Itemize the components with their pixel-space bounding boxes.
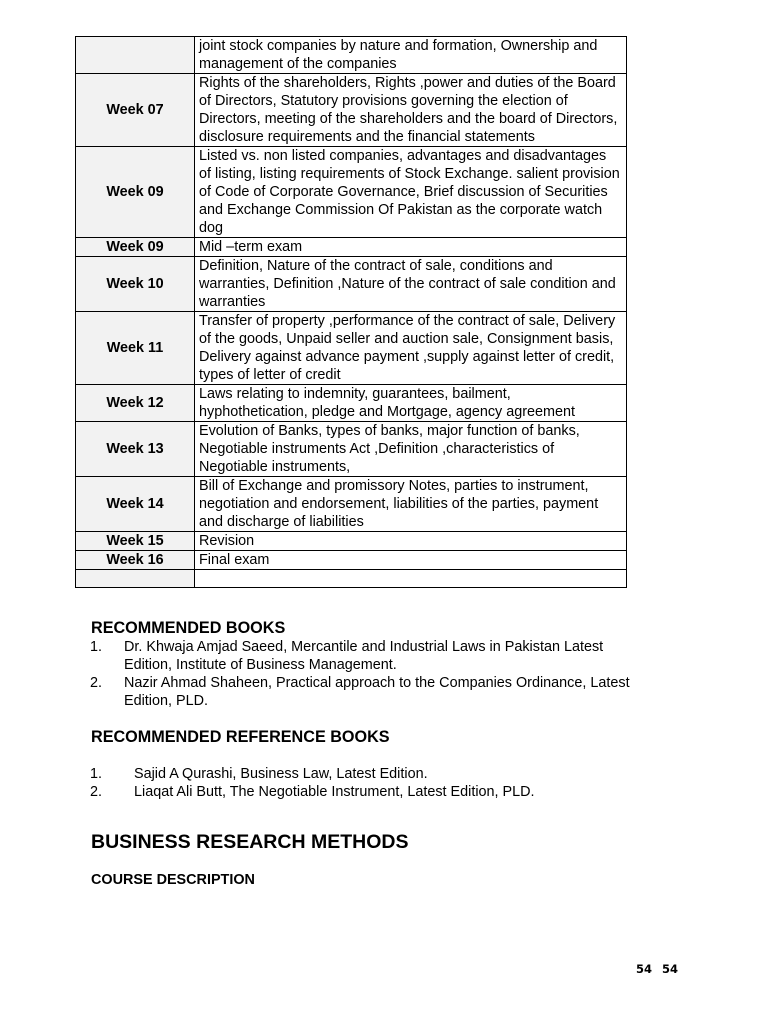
topic-cell: Final exam xyxy=(195,551,627,570)
schedule-row xyxy=(76,74,627,147)
list-number: 2. xyxy=(90,675,103,691)
week-cell: Week 11 xyxy=(76,312,195,385)
book-citation: Nazir Ahmad Shaheen, Practical approach to the Companies Ordinance, Latest Edition, PLD. xyxy=(124,675,630,709)
topic-cell: joint stock companies by nature and formation, Ownership and management of the companies xyxy=(195,37,627,74)
reference-books-heading: RECOMMENDED REFERENCE BOOKS xyxy=(91,728,390,746)
schedule-row-empty xyxy=(76,570,627,588)
schedule-row xyxy=(76,551,627,570)
topic-cell: Laws relating to indemnity, guarantees, bailment, hyphothetication, pledge and Mortgage, agency agreement xyxy=(195,385,627,422)
list-item xyxy=(90,674,635,710)
week-cell xyxy=(76,37,195,74)
topic-cell: Definition, Nature of the contract of sale, conditions and warranties, Definition ,Nature of the contract of sale condition and warranties xyxy=(195,257,627,312)
course-title: BUSINESS RESEARCH METHODS xyxy=(91,831,409,853)
schedule-row xyxy=(76,238,627,257)
list-item xyxy=(90,783,635,801)
book-citation: Liaqat Ali Butt, The Negotiable Instrument, Latest Edition, PLD. xyxy=(134,784,535,800)
topic-cell: Listed vs. non listed companies, advantages and disadvantages of listing, listing requirements of Stock Exchange. salient provision of Code of Corporate Governance, Brief discussion of Securities and Exchange Commission Of Pakistan as the corporate watch dog xyxy=(195,147,627,238)
topic-cell: Rights of the shareholders, Rights ,power and duties of the Board of Directors, Statutory provisions governing the election of Directors, meeting of the shareholders and the board of Directors, disclosure requirements and the financial statements xyxy=(195,74,627,147)
week-cell: Week 13 xyxy=(76,422,195,477)
course-description-heading: COURSE DESCRIPTION xyxy=(91,872,255,888)
list-item xyxy=(90,638,635,674)
book-citation: Sajid A Qurashi, Business Law, Latest Edition. xyxy=(134,766,428,782)
week-cell xyxy=(76,570,195,588)
schedule-row xyxy=(76,532,627,551)
week-cell: Week 09 xyxy=(76,238,195,257)
list-item xyxy=(90,765,635,783)
week-cell: Week 12 xyxy=(76,385,195,422)
topic-cell: Revision xyxy=(195,532,627,551)
schedule-body xyxy=(76,37,627,588)
week-cell: Week 07 xyxy=(76,74,195,147)
book-citation: Dr. Khwaja Amjad Saeed, Mercantile and Industrial Laws in Pakistan Latest Edition, Institute of Business Management. xyxy=(124,639,604,673)
schedule-row xyxy=(76,422,627,477)
list-number: 1. xyxy=(90,639,103,655)
schedule-row xyxy=(76,385,627,422)
topic-cell: Evolution of Banks, types of banks, major function of banks, Negotiable instruments Act ,Definition ,characteristics of Negotiable instruments, xyxy=(195,422,627,477)
topic-cell xyxy=(195,570,627,588)
schedule-row xyxy=(76,477,627,532)
topic-cell: Transfer of property ,performance of the contract of sale, Delivery of the goods, Unpaid seller and auction sale, Consignment basis, Delivery against advance payment ,supply against letter of credit, types of letter of credit xyxy=(195,312,627,385)
schedule-row xyxy=(76,37,627,74)
schedule-row xyxy=(76,257,627,312)
topic-cell: Bill of Exchange and promissory Notes, parties to instrument, negotiation and endorsement, liabilities of the parties, payment and discharge of liabilities xyxy=(195,477,627,532)
week-cell: Week 09 xyxy=(76,147,195,238)
week-cell: Week 15 xyxy=(76,532,195,551)
week-cell: Week 10 xyxy=(76,257,195,312)
topic-cell: Mid –term exam xyxy=(195,238,627,257)
course-schedule-table xyxy=(75,36,627,588)
list-number: 1. xyxy=(90,766,103,782)
schedule-row xyxy=(76,312,627,385)
week-cell: Week 14 xyxy=(76,477,195,532)
recommended-books-list xyxy=(90,638,635,710)
week-cell: Week 16 xyxy=(76,551,195,570)
schedule-row xyxy=(76,147,627,238)
reference-books-list xyxy=(90,765,635,801)
list-number: 2. xyxy=(90,784,103,800)
page-number: 54 54 xyxy=(636,962,679,976)
recommended-books-heading: RECOMMENDED BOOKS xyxy=(91,619,286,637)
